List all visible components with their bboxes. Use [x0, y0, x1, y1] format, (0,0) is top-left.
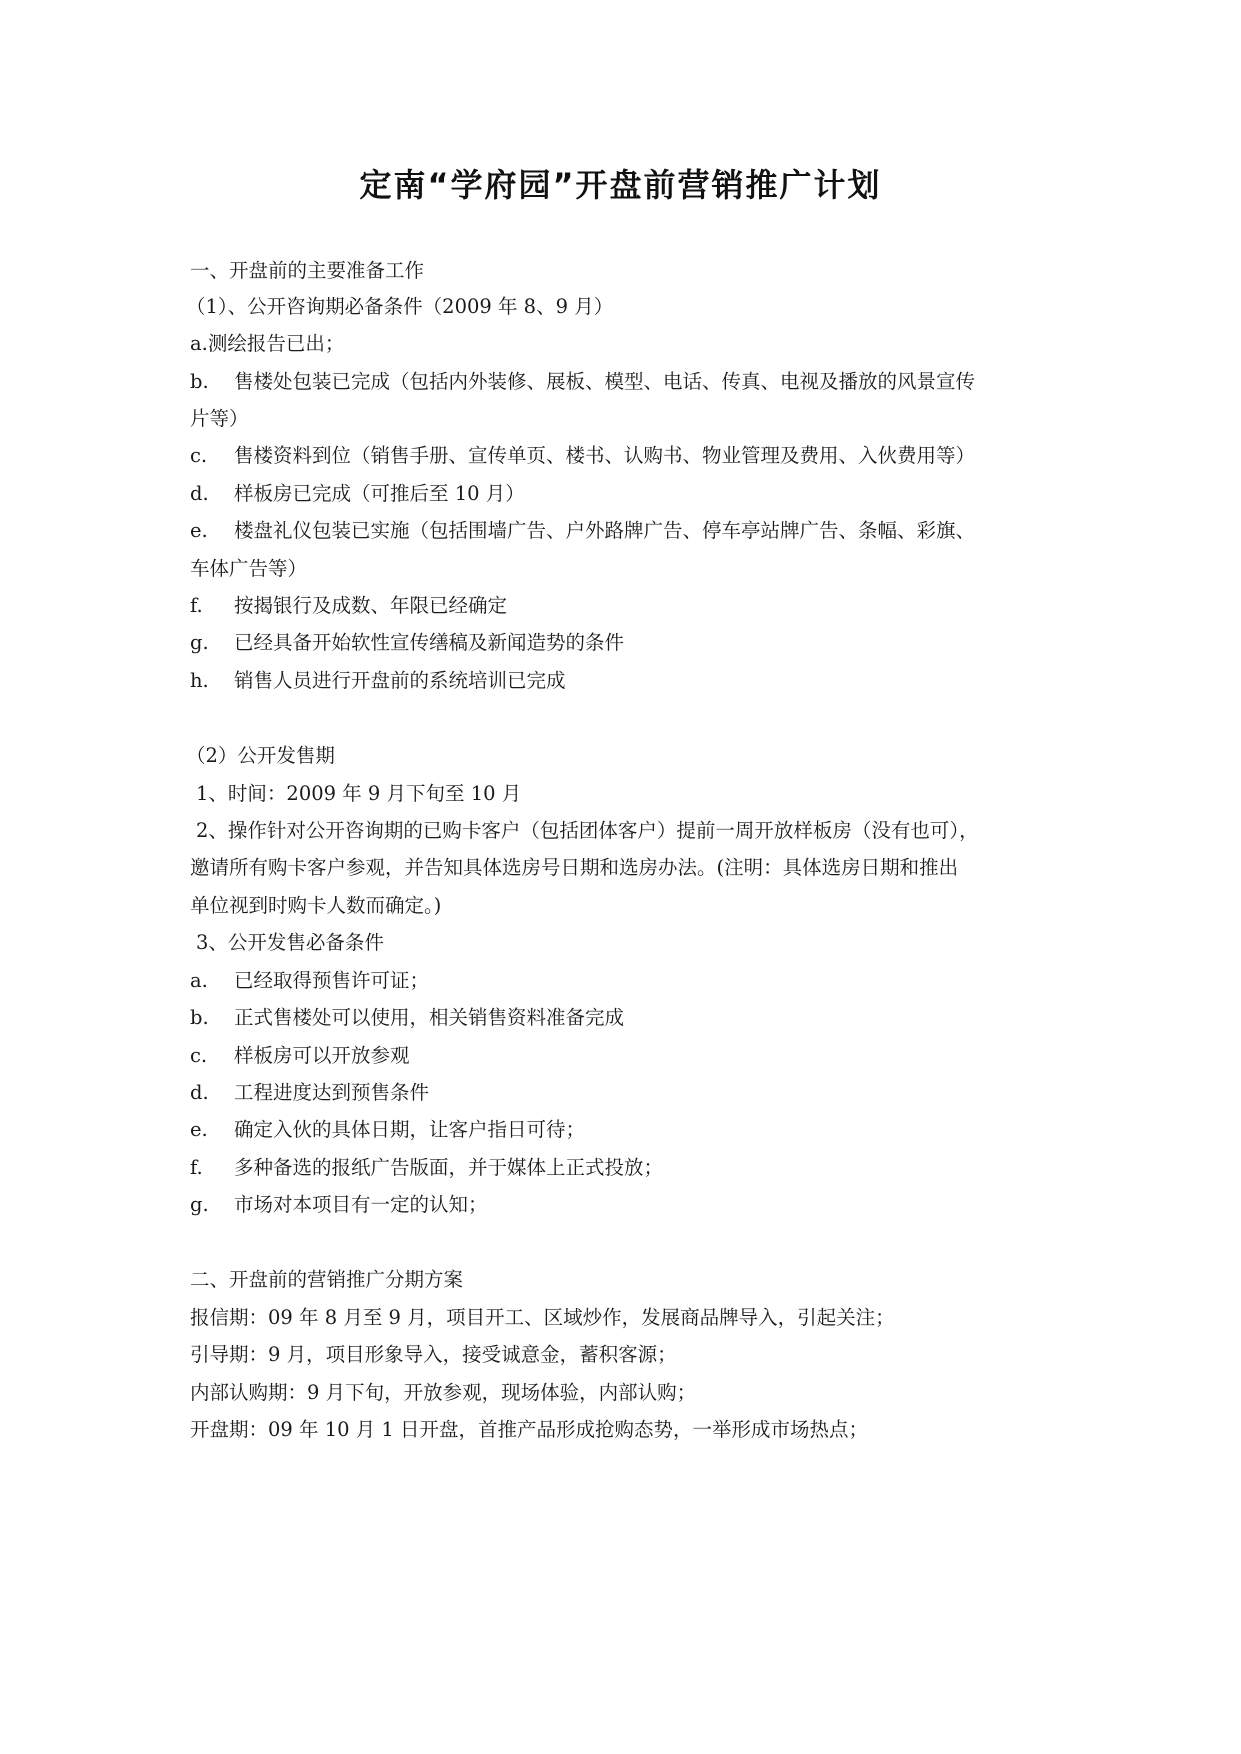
item-marker: g.	[190, 631, 209, 654]
item-text: 正式售楼处可以使用，相关销售资料准备完成	[234, 1006, 625, 1029]
item-marker: a.	[190, 969, 208, 992]
section1-heading: 一、开盘前的主要准备工作	[190, 259, 425, 282]
item-marker: f.	[190, 1156, 203, 1179]
item-text: 按揭银行及成数、年限已经确定	[234, 594, 508, 617]
item-marker: h.	[190, 669, 209, 692]
item-text: 已经具备开始软性宣传缮稿及新闻造势的条件	[234, 631, 625, 654]
phase-line: 引导期：9 月，项目形象导入，接受诚意金，蓄积客源；	[190, 1343, 677, 1366]
page-title: 定南“学府园”开盘前营销推广计划	[359, 166, 882, 204]
item-text: 确定入伙的具体日期，让客户指日可待；	[234, 1118, 586, 1141]
item-text: 楼盘礼仪包装已实施（包括围墙广告、户外路牌广告、停车亭站牌广告、条幅、彩旗、	[234, 519, 976, 542]
list-item	[190, 593, 1070, 619]
item-text: 售楼资料到位（销售手册、宣传单页、楼书、认购书、物业管理及费用、入伙费用等）	[234, 444, 976, 467]
operation-paragraph-line: 2、操作针对公开咨询期的已购卡客户（包括团体客户）提前一周开放样板房（没有也可），	[196, 819, 979, 842]
item-continuation: 车体广告等）	[190, 557, 308, 580]
item-marker: b.	[190, 1006, 209, 1029]
item-text: 测绘报告已出；	[207, 332, 345, 355]
conditions-heading: 3、公开发售必备条件	[196, 931, 384, 954]
item-text: 工程进度达到预售条件	[234, 1081, 430, 1104]
item-marker: f.	[190, 594, 203, 617]
item-marker: b.	[190, 370, 209, 393]
list-item	[190, 630, 1070, 656]
item-text: 售楼处包装已完成（包括内外装修、展板、模型、电话、传真、电视及播放的风景宣传	[234, 370, 976, 393]
list-item	[190, 1043, 1070, 1069]
item-text: 多种备选的报纸广告版面，并于媒体上正式投放；	[234, 1156, 664, 1179]
section2-heading: 二、开盘前的营销推广分期方案	[190, 1268, 464, 1291]
item-marker: c.	[190, 444, 208, 467]
list-item	[190, 481, 1070, 507]
item-marker: e.	[190, 1118, 208, 1141]
item-marker: d.	[190, 1081, 209, 1104]
phase-line: 内部认购期：9 月下旬，开放参观，现场体验，内部认购；	[190, 1381, 697, 1404]
item-marker: e.	[190, 519, 208, 542]
list-item	[190, 443, 1070, 469]
phase-line: 开盘期：09 年 10 月 1 日开盘，首推产品形成抢购态势，一举形成市场热点；	[190, 1418, 869, 1441]
list-item	[190, 668, 1070, 694]
list-item	[190, 331, 1070, 357]
list-item	[190, 1155, 1070, 1181]
item-marker: d.	[190, 482, 209, 505]
subsection1-heading: （1）、公开咨询期必备条件（2009 年 8、9 月）	[186, 295, 614, 318]
sale-time: 1、时间：2009 年 9 月下旬至 10 月	[196, 782, 522, 805]
operation-paragraph-line: 单位视到时购卡人数而确定。)	[190, 894, 442, 917]
item-text: 样板房已完成（可推后至 10 月）	[234, 482, 525, 505]
subsection2-heading: （2）公开发售期	[186, 744, 335, 767]
item-continuation: 片等）	[190, 407, 249, 430]
operation-paragraph-line: 邀请所有购卡客户参观，并告知具体选房号日期和选房办法。(注明：具体选房日期和推出	[190, 856, 959, 879]
item-marker: a.	[190, 332, 208, 355]
item-marker: c.	[190, 1044, 208, 1067]
list-item	[190, 1005, 1070, 1031]
list-item	[190, 1117, 1070, 1143]
item-text: 样板房可以开放参观	[234, 1044, 410, 1067]
list-item	[190, 968, 1070, 994]
list-item	[190, 1192, 1070, 1218]
item-text: 市场对本项目有一定的认知；	[234, 1193, 488, 1216]
item-text: 销售人员进行开盘前的系统培训已完成	[234, 669, 566, 692]
list-item	[190, 518, 1070, 544]
list-item	[190, 369, 1070, 395]
phase-line: 报信期：09 年 8 月至 9 月，项目开工、区域炒作，发展商品牌导入，引起关注；	[190, 1306, 895, 1329]
item-text: 已经取得预售许可证；	[234, 969, 430, 992]
item-marker: g.	[190, 1193, 209, 1216]
list-item	[190, 1080, 1070, 1106]
